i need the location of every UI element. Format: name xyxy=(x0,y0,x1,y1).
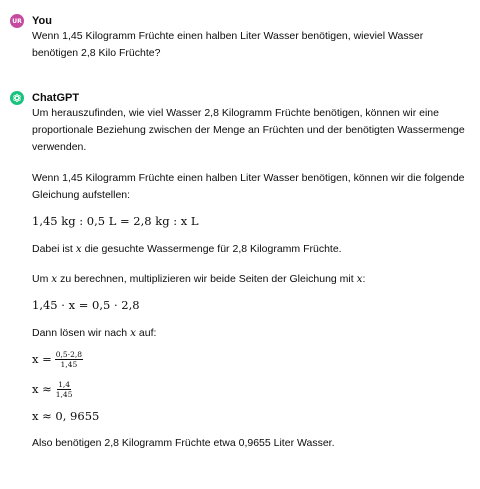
user-avatar xyxy=(10,14,24,28)
fraction: $\frac{0,5\cdot 2,8}{1,45}$ xyxy=(55,349,83,369)
assistant-message-body xyxy=(32,105,472,452)
solve-paragraph: Dann lösen wir nach x auf: xyxy=(32,327,157,339)
setup-paragraph: Wenn 1,45 Kilogramm Früchte einen halben Liter Wasser benötigen, können wir die folgende Gleichung aufstellen: xyxy=(32,172,465,201)
definition-paragraph: Dabei ist x die gesuchte Wassermenge für 2,8 Kilogramm Früchte. xyxy=(32,243,342,255)
user-author-name: You xyxy=(32,15,52,27)
equation-multiplied: 1,45 · x = 0,5 · 2,8 xyxy=(32,298,140,312)
assistant-avatar xyxy=(10,91,24,105)
assistant-author-name: ChatGPT xyxy=(32,92,80,104)
user-avatar-initials: UR xyxy=(12,17,22,25)
user-message xyxy=(10,14,472,60)
user-message-text: Wenn 1,45 Kilogramm Früchte einen halben Liter Wasser benötigen, wieviel Wasser benötigen 2,8 Kilo Früchte? xyxy=(32,30,424,59)
equation-result: x ≈ 0, 9655 xyxy=(32,409,100,423)
calculation-paragraph: Um x zu berechnen, multiplizieren wir beide Seiten der Gleichung mit x: xyxy=(32,273,366,285)
openai-logo-icon xyxy=(12,93,22,103)
intro-paragraph: Um herauszufinden, wie viel Wasser 2,8 Kilogramm Früchte benötigen, können wir eine proportionale Beziehung zwischen der Menge an Früchten und der benötigten Wassermenge verwenden. xyxy=(32,107,465,153)
fraction: $\frac{1,4}{1,45}$ xyxy=(55,379,73,399)
conclusion-paragraph: Also benötigen 2,8 Kilogramm Früchte etwa 0,9655 Liter Wasser. xyxy=(32,437,335,449)
assistant-message xyxy=(10,91,472,486)
equation-step-2: x ≈ $\frac{1,4}{1,45}$ xyxy=(32,379,73,399)
equation-proportion: 1,45 kg : 0,5 L = 2,8 kg : x L xyxy=(32,214,199,228)
equation-step-1: x = $\frac{0,5\cdot 2,8}{1,45}$ xyxy=(32,349,83,369)
